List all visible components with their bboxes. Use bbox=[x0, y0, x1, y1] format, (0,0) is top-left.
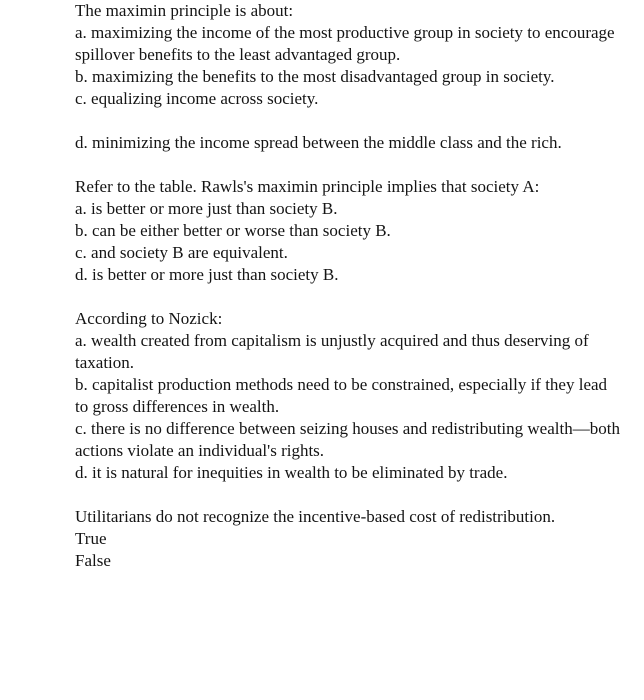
question-2-option-b: b. can be either better or worse than society B. bbox=[75, 221, 391, 240]
question-1-option-c: c. equalizing income across society. bbox=[75, 89, 319, 108]
question-4-option-true: True bbox=[75, 529, 107, 548]
question-2-option-c: c. and society B are equivalent. bbox=[75, 243, 288, 262]
question-3-option-c: c. there is no difference between seizing houses and redistributing wealth—both actions violate an individual's rights. bbox=[75, 419, 620, 460]
question-3-option-b: b. capitalist production methods need to be constrained, especially if they lead to gross differences in wealth. bbox=[75, 375, 608, 416]
question-2-prompt: Refer to the table. Rawls's maximin principle implies that society A: bbox=[75, 177, 540, 196]
question-4-prompt: Utilitarians do not recognize the incentive-based cost of redistribution. bbox=[75, 507, 556, 526]
document-body bbox=[75, 0, 620, 572]
question-3-option-d: d. it is natural for inequities in wealth to be eliminated by trade. bbox=[75, 463, 508, 482]
spacer bbox=[75, 154, 620, 176]
question-3-option-a: a. wealth created from capitalism is unjustly acquired and thus deserving of taxation. bbox=[75, 331, 589, 372]
question-1-option-d: d. minimizing the income spread between the middle class and the rich. bbox=[75, 133, 562, 152]
question-1-option-b: b. maximizing the benefits to the most disadvantaged group in society. bbox=[75, 67, 555, 86]
question-1-option-a: a. maximizing the income of the most productive group in society to encourage spillover benefits to the least advantaged group. bbox=[75, 23, 615, 64]
spacer bbox=[75, 286, 620, 308]
question-3 bbox=[75, 308, 620, 484]
question-4 bbox=[75, 506, 620, 572]
question-2-option-a: a. is better or more just than society B. bbox=[75, 199, 338, 218]
question-1-prompt: The maximin principle is about: bbox=[75, 1, 294, 20]
spacer bbox=[75, 484, 620, 506]
question-2-option-d: d. is better or more just than society B. bbox=[75, 265, 339, 284]
question-1 bbox=[75, 0, 620, 154]
spacer bbox=[75, 110, 620, 132]
question-4-option-false: False bbox=[75, 551, 111, 570]
question-2 bbox=[75, 176, 620, 286]
question-3-prompt: According to Nozick: bbox=[75, 309, 223, 328]
